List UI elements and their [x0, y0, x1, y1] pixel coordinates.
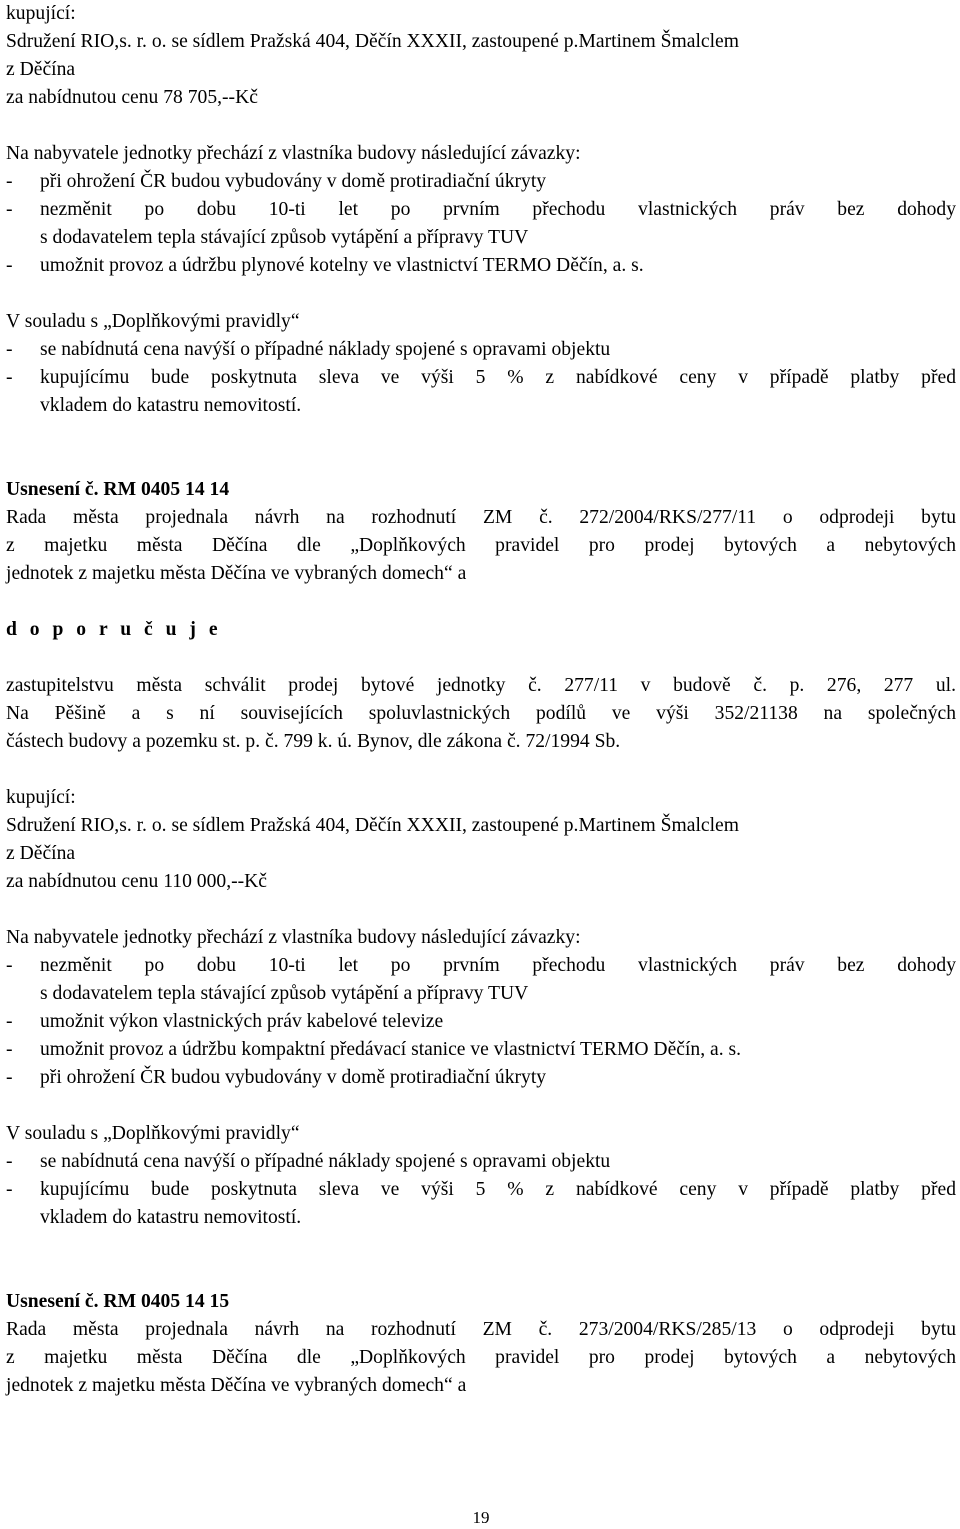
buyer-line: Sdružení RIO,s. r. o. se sídlem Pražská 404, Děčín XXXII, zastoupené p.Martinem Šmalclem — [6, 815, 739, 836]
buyer-line: z Děčína — [6, 843, 76, 864]
list-item: - při ohrožení ČR budou vybudovány v domě protiradiační úkryty — [6, 1067, 547, 1088]
obligations-intro: Na nabyvatele jednotky přechází z vlastníka budovy následující závazky: — [6, 927, 581, 948]
buyer-label: kupující: — [6, 3, 76, 24]
list-item-continuation: vkladem do katastru nemovitostí. — [40, 1207, 302, 1228]
list-item: - umožnit výkon vlastnických práv kabelové televize — [6, 1011, 444, 1032]
list-item: - umožnit provoz a údržbu kompaktní předávací stanice ve vlastnictví TERMO Děčín, a. s. — [6, 1039, 742, 1060]
resolution-text: jednotek z majetku města Děčína ve vybraných domech“ a — [6, 563, 467, 584]
offered-price: za nabídnutou cenu 110 000,--Kč — [6, 871, 267, 892]
list-item: - se nabídnutá cena navýší o případné náklady spojené s opravami objektu — [6, 1151, 611, 1172]
rules-intro: V souladu s „Doplňkovými pravidly“ — [6, 1123, 300, 1144]
recommends-heading: d o p o r u č u j e — [6, 619, 222, 640]
buyer-line: z Děčína — [6, 59, 76, 80]
buyer-label: kupující: — [6, 787, 76, 808]
page-number: 19 — [472, 1508, 490, 1527]
list-item-continuation: s dodavatelem tepla stávající způsob vytápění a přípravy TUV — [40, 983, 529, 1004]
list-item: - se nabídnutá cena navýší o případné náklady spojené s opravami objektu — [6, 339, 611, 360]
document-page — [6, 0, 956, 1527]
list-item-continuation: s dodavatelem tepla stávající způsob vytápění a přípravy TUV — [40, 227, 529, 248]
resolution-text: Rada města projednala návrh na rozhodnutí ZM č. 273/2004/RKS/285/13 o odprodeji bytu — [6, 1319, 956, 1340]
resolution-text: jednotek z majetku města Děčína ve vybraných domech“ a — [6, 1375, 467, 1396]
list-item: - umožnit provoz a údržbu plynové kotelny ve vlastnictví TERMO Děčín, a. s. — [6, 255, 644, 276]
resolution-text: z majetku města Děčína dle „Doplňkových pravidel pro prodej bytových a nebytových — [6, 1347, 956, 1368]
list-item: - nezměnit po dobu 10-ti let po prvním přechodu vlastnických práv bez dohody — [6, 955, 956, 976]
approval-text: zastupitelstvu města schválit prodej bytové jednotky č. 277/11 v budově č. p. 276, 277 ul. — [6, 675, 956, 696]
list-item: - při ohrožení ČR budou vybudovány v domě protiradiační úkryty — [6, 171, 547, 192]
list-item-continuation: vkladem do katastru nemovitostí. — [40, 395, 302, 416]
list-item: - kupujícímu bude poskytnuta sleva ve výši 5 % z nabídkové ceny v případě platby před — [6, 1179, 956, 1200]
approval-text: částech budovy a pozemku st. p. č. 799 k. ú. Bynov, dle zákona č. 72/1994 Sb. — [6, 731, 621, 752]
list-item: - nezměnit po dobu 10-ti let po prvním přechodu vlastnických práv bez dohody — [6, 199, 956, 220]
rules-intro: V souladu s „Doplňkovými pravidly“ — [6, 311, 300, 332]
buyer-line: Sdružení RIO,s. r. o. se sídlem Pražská 404, Děčín XXXII, zastoupené p.Martinem Šmalclem — [6, 31, 739, 52]
obligations-intro: Na nabyvatele jednotky přechází z vlastníka budovy následující závazky: — [6, 143, 581, 164]
list-item: - kupujícímu bude poskytnuta sleva ve výši 5 % z nabídkové ceny v případě platby před — [6, 367, 956, 388]
resolution-text: Rada města projednala návrh na rozhodnutí ZM č. 272/2004/RKS/277/11 o odprodeji bytu — [6, 507, 956, 528]
offered-price: za nabídnutou cenu 78 705,--Kč — [6, 87, 258, 108]
approval-text: Na Pěšině a s ní souvisejících spoluvlastnických podílů ve výši 352/21138 na společných — [6, 703, 956, 724]
resolution-label: Usnesení č. RM 0405 14 14 — [6, 479, 230, 500]
resolution-label: Usnesení č. RM 0405 14 15 — [6, 1291, 230, 1312]
resolution-text: z majetku města Děčína dle „Doplňkových pravidel pro prodej bytových a nebytových — [6, 535, 956, 556]
